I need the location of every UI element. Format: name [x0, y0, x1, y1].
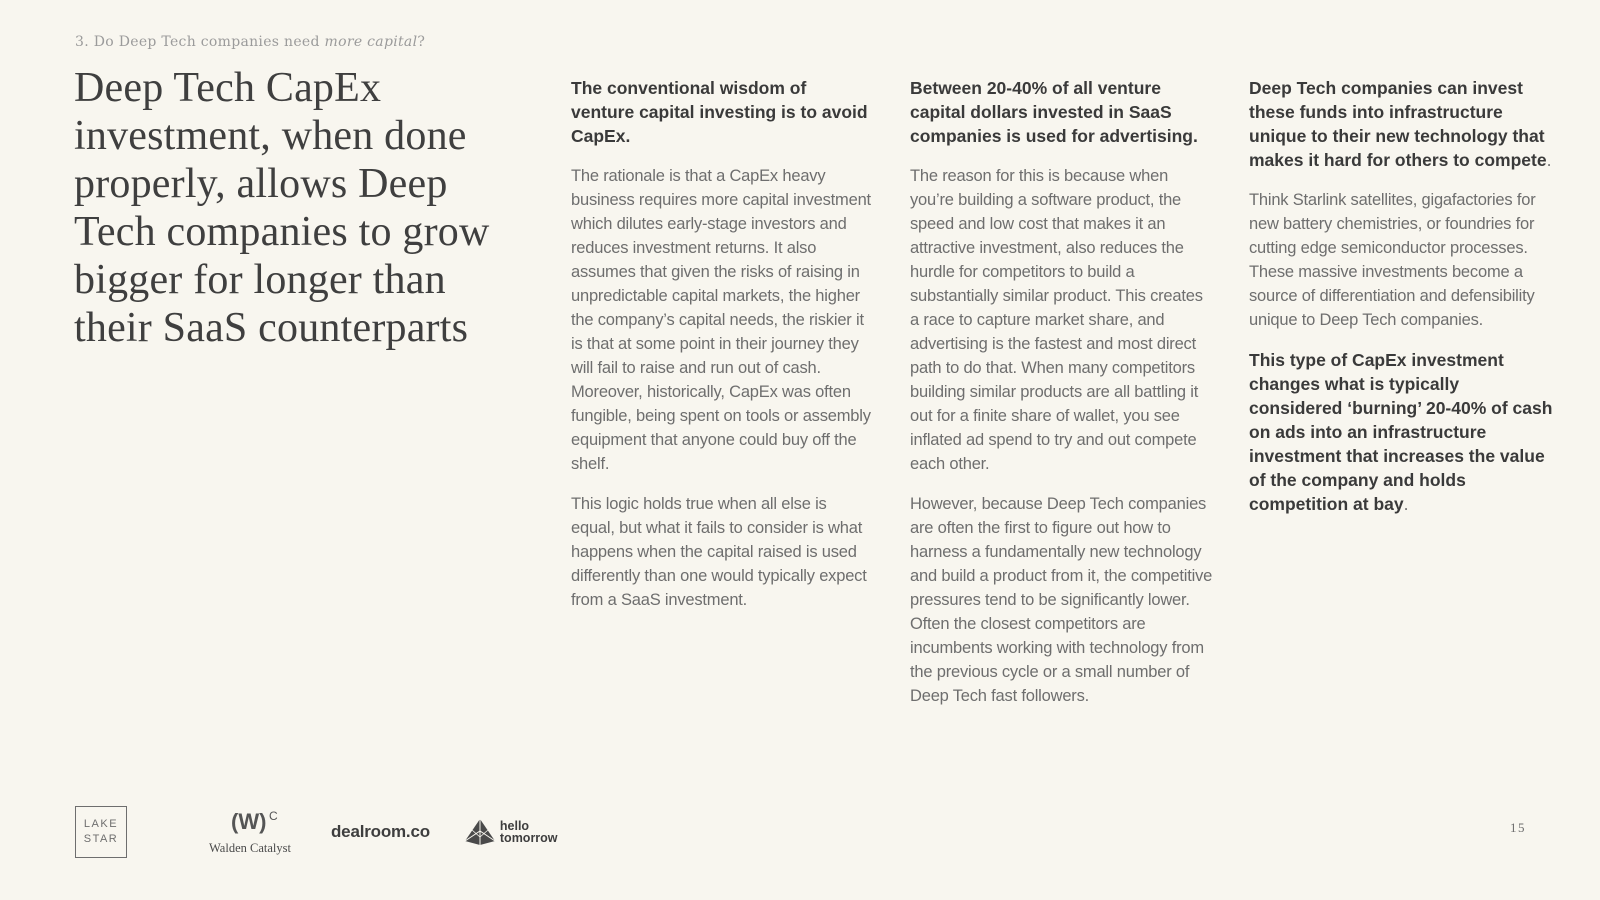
column-paragraph: The reason for this is because when you’re building a software product, the speed and low cost that makes it an attractive investment, also reduces the hurdle for competitors to build a substantially similar product. This creates a race to capture market share, and advertising is the fastest and most direct path to do that. When many competitors building similar products are all battling it out for a finite share of wallet, you see inflated ad spend to try and out compete each other. [910, 167, 1203, 473]
breadcrumb-emphasis: more capital [324, 34, 418, 50]
dealroom-logo: dealroom.co [331, 822, 430, 841]
column-heading: The conventional wisdom of venture capital investing is to avoid CapEx. [571, 78, 868, 146]
column-paragraph: Think Starlink satellites, gigafactories for new battery chemistries, or foundries for cutting edge semiconductor processes. These massive investments become a source of differentiation and defensibility unique to Deep Tech companies. [1249, 191, 1536, 329]
column-heading-text: Deep Tech companies can invest these funds into infrastructure unique to their new technology that makes it hard for others to compete [1249, 78, 1547, 170]
column-infrastructure [1249, 76, 1554, 532]
hello-tomorrow-line2: tomorrow [499, 831, 558, 845]
page-number: 15 [1510, 820, 1526, 835]
breadcrumb [75, 34, 425, 50]
walden-catalyst-logo [209, 807, 305, 857]
walden-name: Walden Catalyst [209, 841, 291, 855]
column-paragraph: The rationale is that a CapEx heavy business requires more capital investment which dilutes early-stage investors and reduces investment returns. It also assumes that given the risks of raising in unpredictable capital markets, the higher the company’s capital needs, the riskier it is that at some point in their journey they will fail to raise and run out of cash. Moreover, historically, CapEx was often fungible, being spent on tools or assembly equipment that anyone could buy off the shelf. [571, 167, 871, 473]
walden-mark: (W) [231, 809, 267, 834]
closing-statement-period: . [1403, 494, 1409, 514]
column-heading: Between 20-40% of all venture capital dollars invested in SaaS companies is used for advertising. [910, 78, 1198, 146]
hello-tomorrow-logo [463, 817, 558, 847]
page-title: Deep Tech CapEx investment, when done properly, allows Deep Tech companies to grow bigger for longer than their SaaS counterparts [74, 65, 490, 351]
walden-superscript: C [269, 809, 278, 823]
crystal-icon [463, 817, 497, 847]
column-paragraph: However, because Deep Tech companies are often the first to figure out how to harness a fundamentally new technology and build a product from it, the competitive pressures tend to be significantly lower. Often the closest competitors are incumbents working with technology from the previous cycle or a small number of Deep Tech fast followers. [910, 495, 1213, 705]
closing-statement-text: This type of CapEx investment changes what is typically considered ‘burning’ 20-40% of cash on ads into an infrastructure investment that increases the value of the company and holds competition at bay [1249, 350, 1553, 514]
lakestar-logo-line1: LAKE [83, 818, 119, 830]
column-paragraph: This logic holds true when all else is equal, but what it fails to consider is what happens when the capital raised is used differently than one would typically expect from a SaaS investment. [571, 495, 867, 609]
breadcrumb-suffix: ? [417, 34, 426, 50]
hello-tomorrow-line1: hello [499, 819, 530, 833]
lakestar-logo-line2: STAR [83, 833, 119, 845]
partner-logos [75, 805, 558, 859]
column-heading [1249, 76, 1554, 172]
breadcrumb-prefix: 3. Do Deep Tech companies need [75, 34, 325, 50]
column-heading-period: . [1546, 150, 1552, 170]
column-closing-statement [1249, 348, 1554, 516]
lakestar-logo [75, 806, 127, 858]
column-conventional-wisdom [571, 76, 871, 628]
column-advertising-spend [910, 76, 1215, 724]
